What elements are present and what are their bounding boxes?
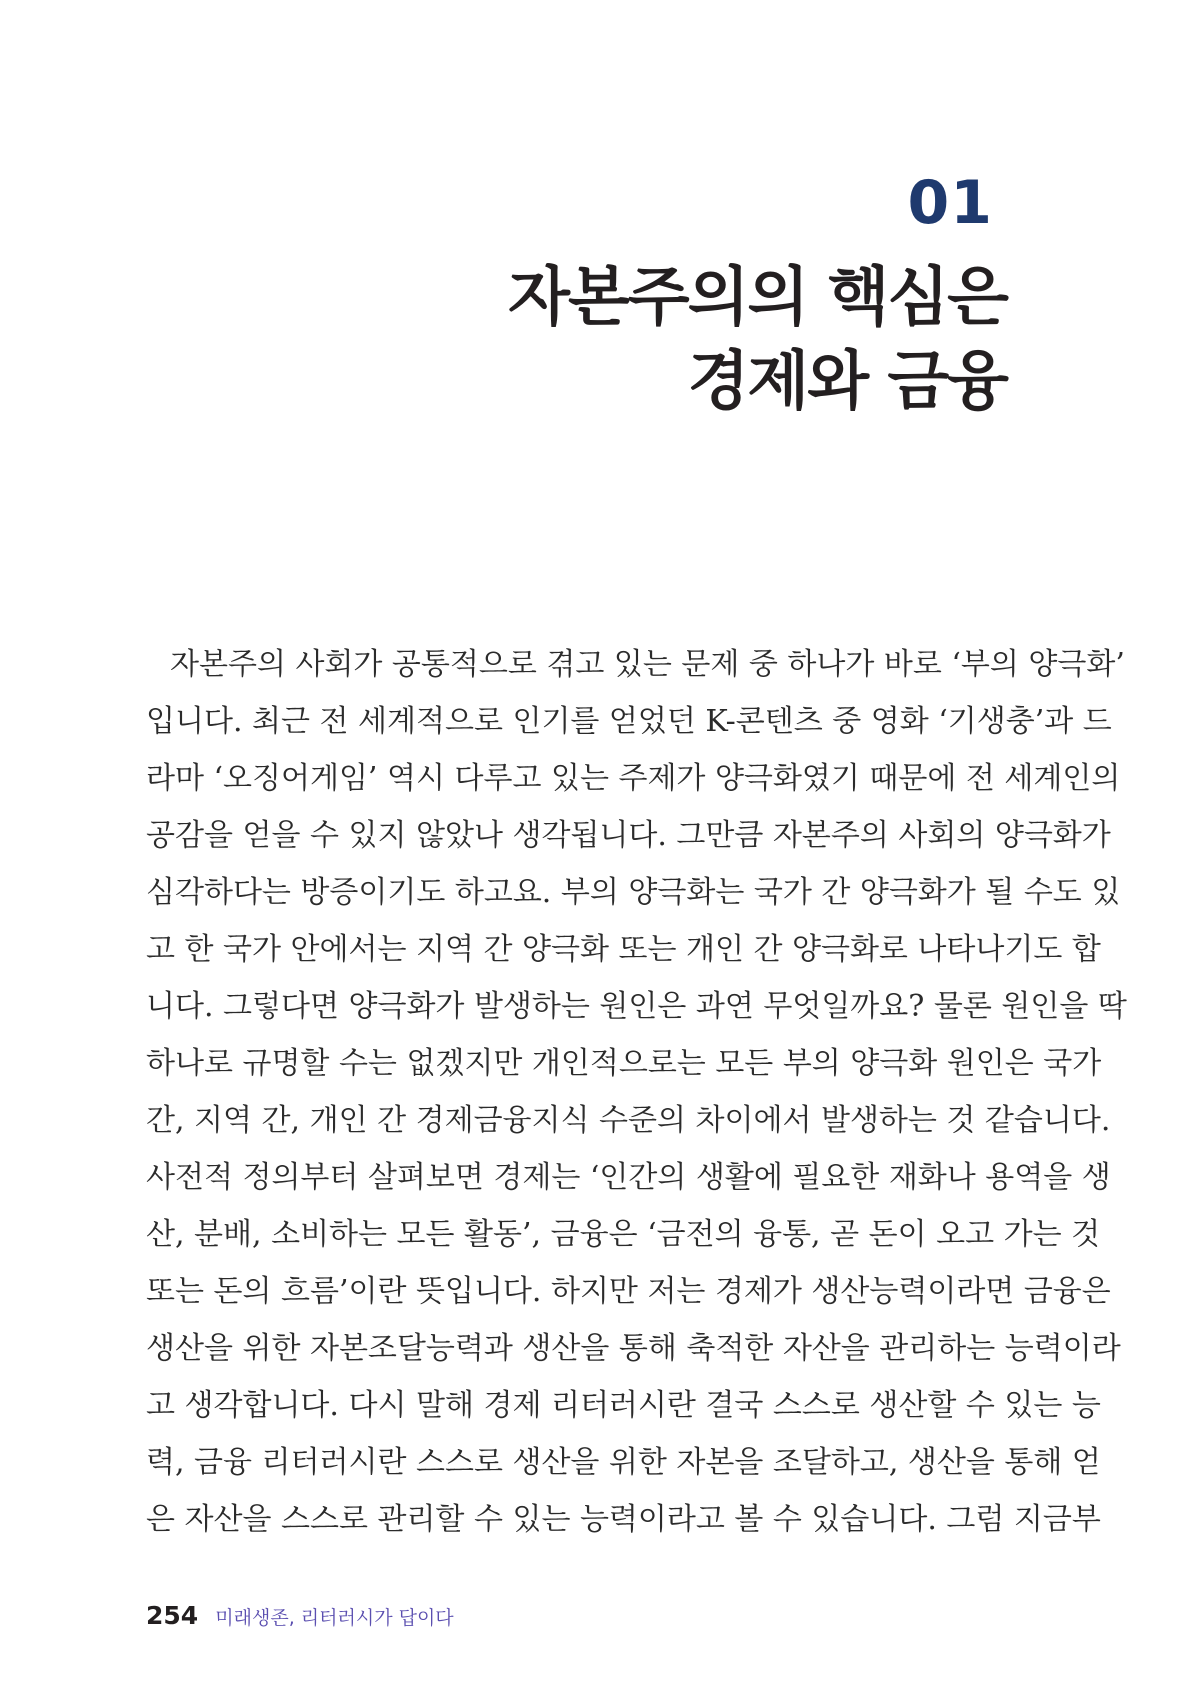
body-line: 심각하다는 방증이기도 하고요. 부의 양극화는 국가 간 양극화가 될 수도 있 [146, 875, 1121, 910]
body-line: 니다. 그렇다면 양극화가 발생하는 원인은 과연 무엇일까요? 물론 원인을 딱 [146, 989, 1127, 1024]
body-line: 고 생각합니다. 다시 말해 경제 리터러시란 결국 스스로 생산할 수 있는 능 [146, 1388, 1101, 1423]
body-line: 생산을 위한 자본조달능력과 생산을 통해 축적한 자산을 관리하는 능력이라 [146, 1331, 1121, 1366]
body-line: 사전적 정의부터 살펴보면 경제는 ‘인간의 생활에 필요한 재화나 용역을 생 [146, 1160, 1111, 1195]
body-line: 은 자산을 스스로 관리할 수 있는 능력이라고 볼 수 있습니다. 그럼 지금부 [146, 1502, 1101, 1537]
body-line: 입니다. 최근 전 세계적으로 인기를 얻었던 K-콘텐츠 중 영화 ‘기생충’과 드 [146, 704, 1112, 739]
chapter-title [508, 256, 1007, 424]
page-footer [146, 1601, 454, 1630]
chapter-number: 01 [907, 168, 993, 238]
page-number: 254 [146, 1601, 199, 1630]
body-line: 간, 지역 간, 개인 간 경제금융지식 수준의 차이에서 발생하는 것 같습니다. [146, 1103, 1111, 1138]
chapter-title-line: 자본주의의 핵심은 [508, 261, 1007, 335]
body-line: 자본주의 사회가 공통적으로 겪고 있는 문제 중 하나가 바로 ‘부의 양극화’ [170, 647, 1125, 682]
chapter-title-line: 경제와 금융 [687, 345, 1007, 419]
body-line: 산, 분배, 소비하는 모든 활동’, 금융은 ‘금전의 융통, 곧 돈이 오고 가는 것 [146, 1217, 1101, 1252]
body-line: 력, 금융 리터러시란 스스로 생산을 위한 자본을 조달하고, 생산을 통해 얻 [146, 1445, 1101, 1480]
running-book-title: 미래생존, 리터러시가 답이다 [215, 1607, 454, 1629]
body-line: 공감을 얻을 수 있지 않았나 생각됩니다. 그만큼 자본주의 사회의 양극화가 [146, 818, 1111, 853]
body-paragraph [146, 636, 1127, 1548]
body-line: 하나로 규명할 수는 없겠지만 개인적으로는 모든 부의 양극화 원인은 국가 [146, 1046, 1102, 1081]
body-line: 고 한 국가 안에서는 지역 간 양극화 또는 개인 간 양극화로 나타나기도 합 [146, 932, 1101, 967]
body-line: 또는 돈의 흐름’이란 뜻입니다. 하지만 저는 경제가 생산능력이라면 금융은 [146, 1274, 1111, 1309]
body-line: 라마 ‘오징어게임’ 역시 다루고 있는 주제가 양극화였기 때문에 전 세계인의 [146, 761, 1121, 796]
